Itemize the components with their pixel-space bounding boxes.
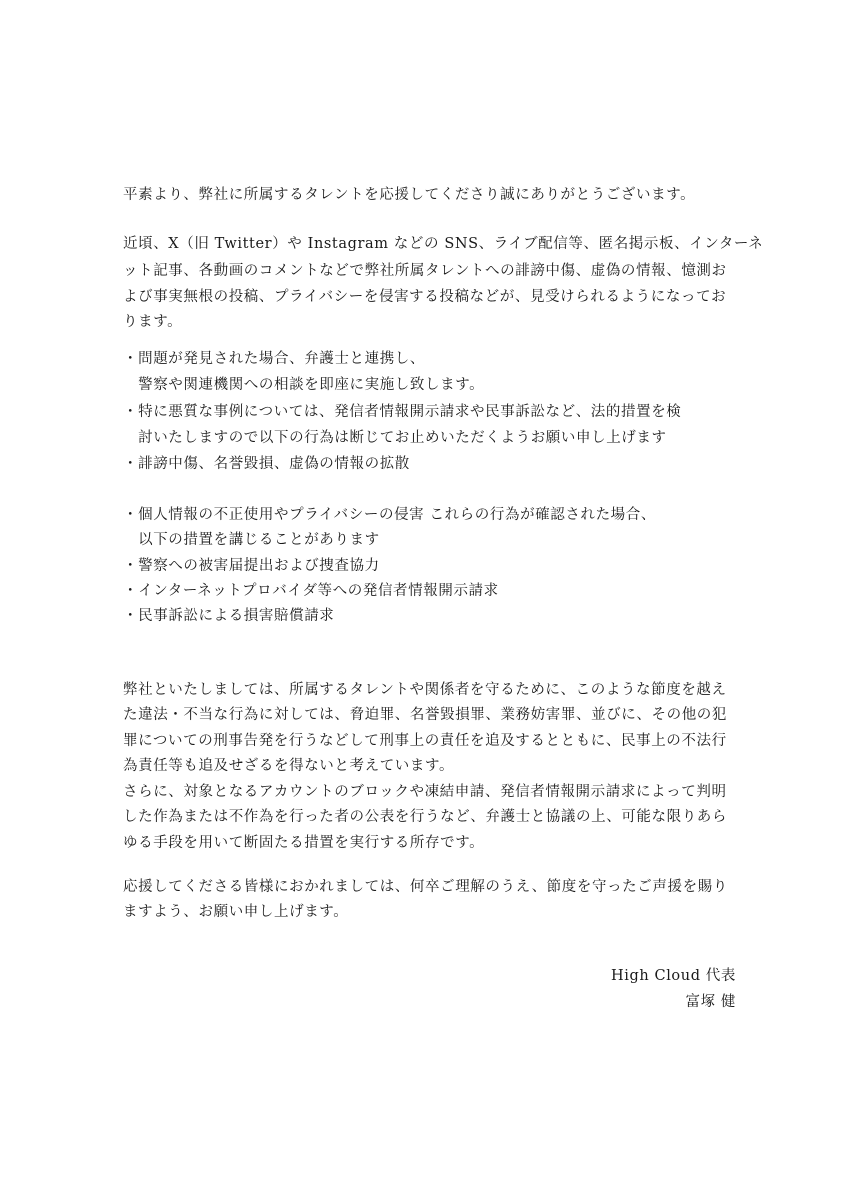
list-item: 警察や関連機関への相談を即座に実施し致します。: [123, 377, 485, 393]
list-item: ・インターネットプロバイダ等への発信者情報開示請求: [123, 583, 499, 599]
signature-name: 富塚 健: [685, 994, 736, 1010]
policy-line: した作為または不作為を行った者の公表を行うなど、弁護士と協議の上、可能な限りあら: [123, 809, 727, 825]
policy-line: 為責任等も追及せざるを得ないと考えています。: [123, 758, 455, 774]
intro-line: ります。: [123, 314, 183, 330]
list-item: 討いたしますので以下の行為は断じてお止めいただくようお願い申し上げます: [123, 430, 667, 446]
list-item: ・誹謗中傷、名誉毀損、虚偽の情報の拡散: [123, 456, 410, 472]
list-item: ・民事訴訟による損害賠償請求: [123, 608, 335, 624]
list-item: 以下の措置を講じることがあります: [123, 532, 380, 548]
intro-line: よび事実無根の投稿、プライバシーを侵害する投稿などが、見受けられるようになってお: [123, 289, 727, 305]
closing-line: 応援してくださる皆様におかれましては、何卒ご理解のうえ、節度を守ったご声援を賜り: [123, 879, 728, 895]
signature-company: High Cloud 代表: [610, 968, 736, 984]
intro-line: 近頃、X（旧 Twitter）や Instagram などの SNS、ライブ配信等、匿名掲示板、インターネ: [123, 236, 764, 252]
policy-line: た違法・不当な行為に対しては、脅迫罪、名誉毀損罪、業務妨害罪、並びに、その他の犯: [123, 707, 727, 723]
list-item: ・警察への被害届提出および捜査協力: [123, 558, 380, 574]
list-item: ・問題が発見された場合、弁護士と連携し、: [123, 351, 425, 367]
list-item: ・特に悪質な事例については、発信者情報開示請求や民事訴訟など、法的措置を検: [123, 404, 682, 420]
policy-line: さらに、対象となるアカウントのブロックや凍結申請、発信者情報開示請求によって判明: [123, 784, 727, 800]
closing-line: ますよう、お願い申し上げます。: [123, 904, 349, 920]
greeting-line: 平素より、弊社に所属するタレントを応援してくださり誠にありがとうございます。: [123, 187, 696, 203]
list-item: ・個人情報の不正使用やプライバシーの侵害 これらの行為が確認された場合、: [123, 507, 656, 523]
policy-line: 罪についての刑事告発を行うなどして刑事上の責任を追及するとともに、民事上の不法行: [123, 733, 727, 749]
policy-line: ゆる手段を用いて断固たる措置を実行する所存です。: [123, 835, 485, 851]
intro-line: ット記事、各動画のコメントなどで弊社所属タレントへの誹謗中傷、虚偽の情報、憶測お: [123, 263, 727, 279]
policy-line: 弊社といたしましては、所属するタレントや関係者を守るために、このような節度を越え: [123, 682, 727, 698]
